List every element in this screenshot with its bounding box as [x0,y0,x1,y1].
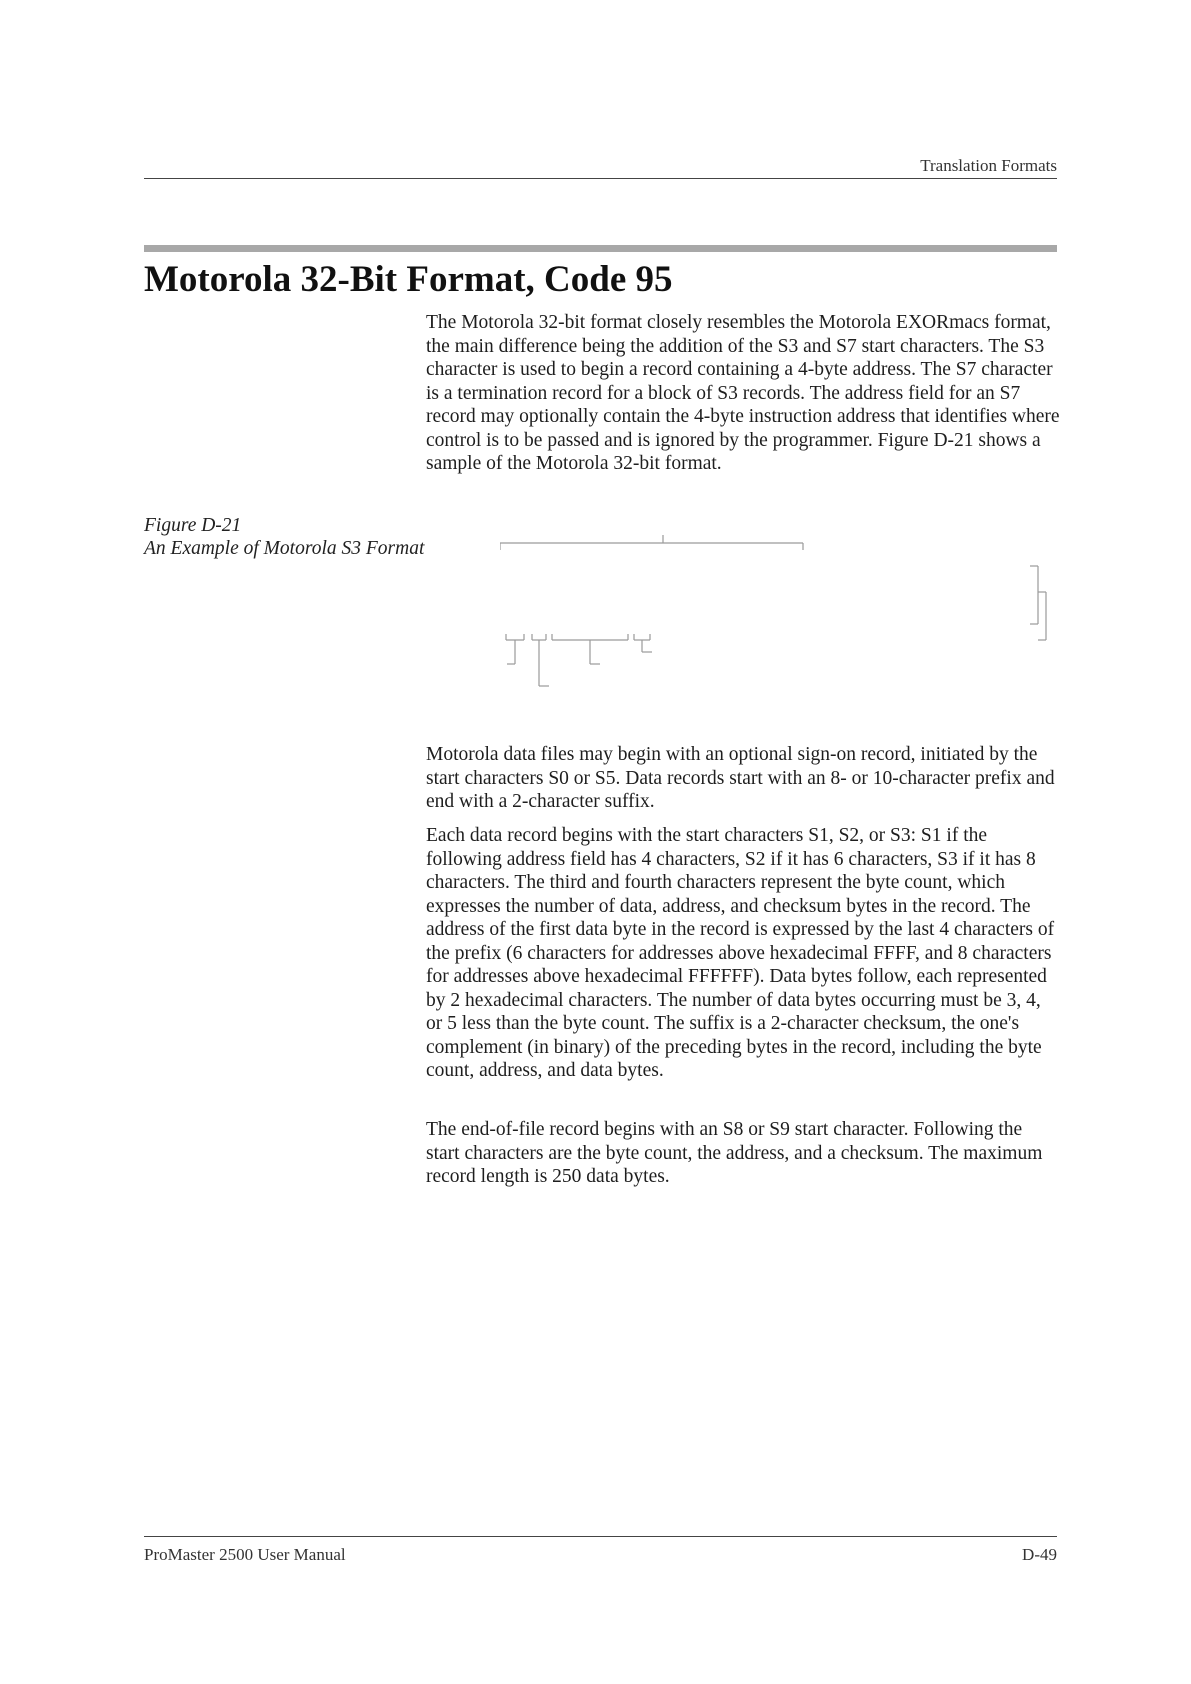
signon-paragraph [426,743,1060,814]
data-records-paragraph [426,824,1060,1083]
data-records-text: Each data record begins with the start characters S1, S2, or S3: S1 if the following address field has 4 characters, S2 if it has 6 characters, S3 if it has 8 characters. The third and fourth characters represent the byte count, which expresses the number of data, address, and checksum bytes in the record. The address of the first data byte in the record is expressed by the last 4 characters of the prefix (6 characters for addresses above hexadecimal FFFF, and 8 characters for addresses above hexadecimal FFFFFF). Data bytes follow, each represented by 2 hexadecimal characters. The number of data bytes occurring must be 3, 4, or 5 less than the byte count. The suffix is a 2-character checksum, the one's complement (in binary) of the preceding bytes in the record, including the byte count, address, and data bytes. [426,825,1055,1081]
signon-text: Motorola data files may begin with an optional sign-on record, initiated by the start characters S0 or S5. Data records start with an 8- or 10-character prefix and end with a 2-character suffix. [426,744,1055,812]
running-header: Translation Formats [920,156,1057,175]
title-bar [144,245,1057,252]
figure-number: Figure D-21 [144,515,242,536]
footer-page-number: D-49 [1022,1545,1057,1564]
figure-bracket-diagram [500,530,1070,710]
eof-paragraph [426,1118,1060,1189]
header-rule [144,178,1057,179]
section-title: Motorola 32-Bit Format, Code 95 [144,259,673,300]
figure-title: An Example of Motorola S3 Format [144,538,425,559]
footer-rule [144,1536,1057,1537]
figure-caption [144,514,424,560]
footer-manual-title: ProMaster 2500 User Manual [144,1545,346,1564]
intro-paragraph [426,311,1060,476]
eof-text: The end-of-file record begins with an S8 or S9 start character. Following the start characters are the byte count, the address, and a checksum. The maximum record length is 250 data bytes. [426,1119,1043,1187]
intro-text: The Motorola 32-bit format closely resembles the Motorola EXORmacs format, the main difference being the addition of the S3 and S7 start characters. The S3 character is used to begin a record containing a 4-byte address. The S7 character is a termination record for a block of S3 records. The address field for an S7 record may optionally contain the 4-byte instruction address that identifies where control is to be passed and is ignored by the programmer. Figure D-21 shows a sample of the Motorola 32-bit format. [426,312,1060,474]
